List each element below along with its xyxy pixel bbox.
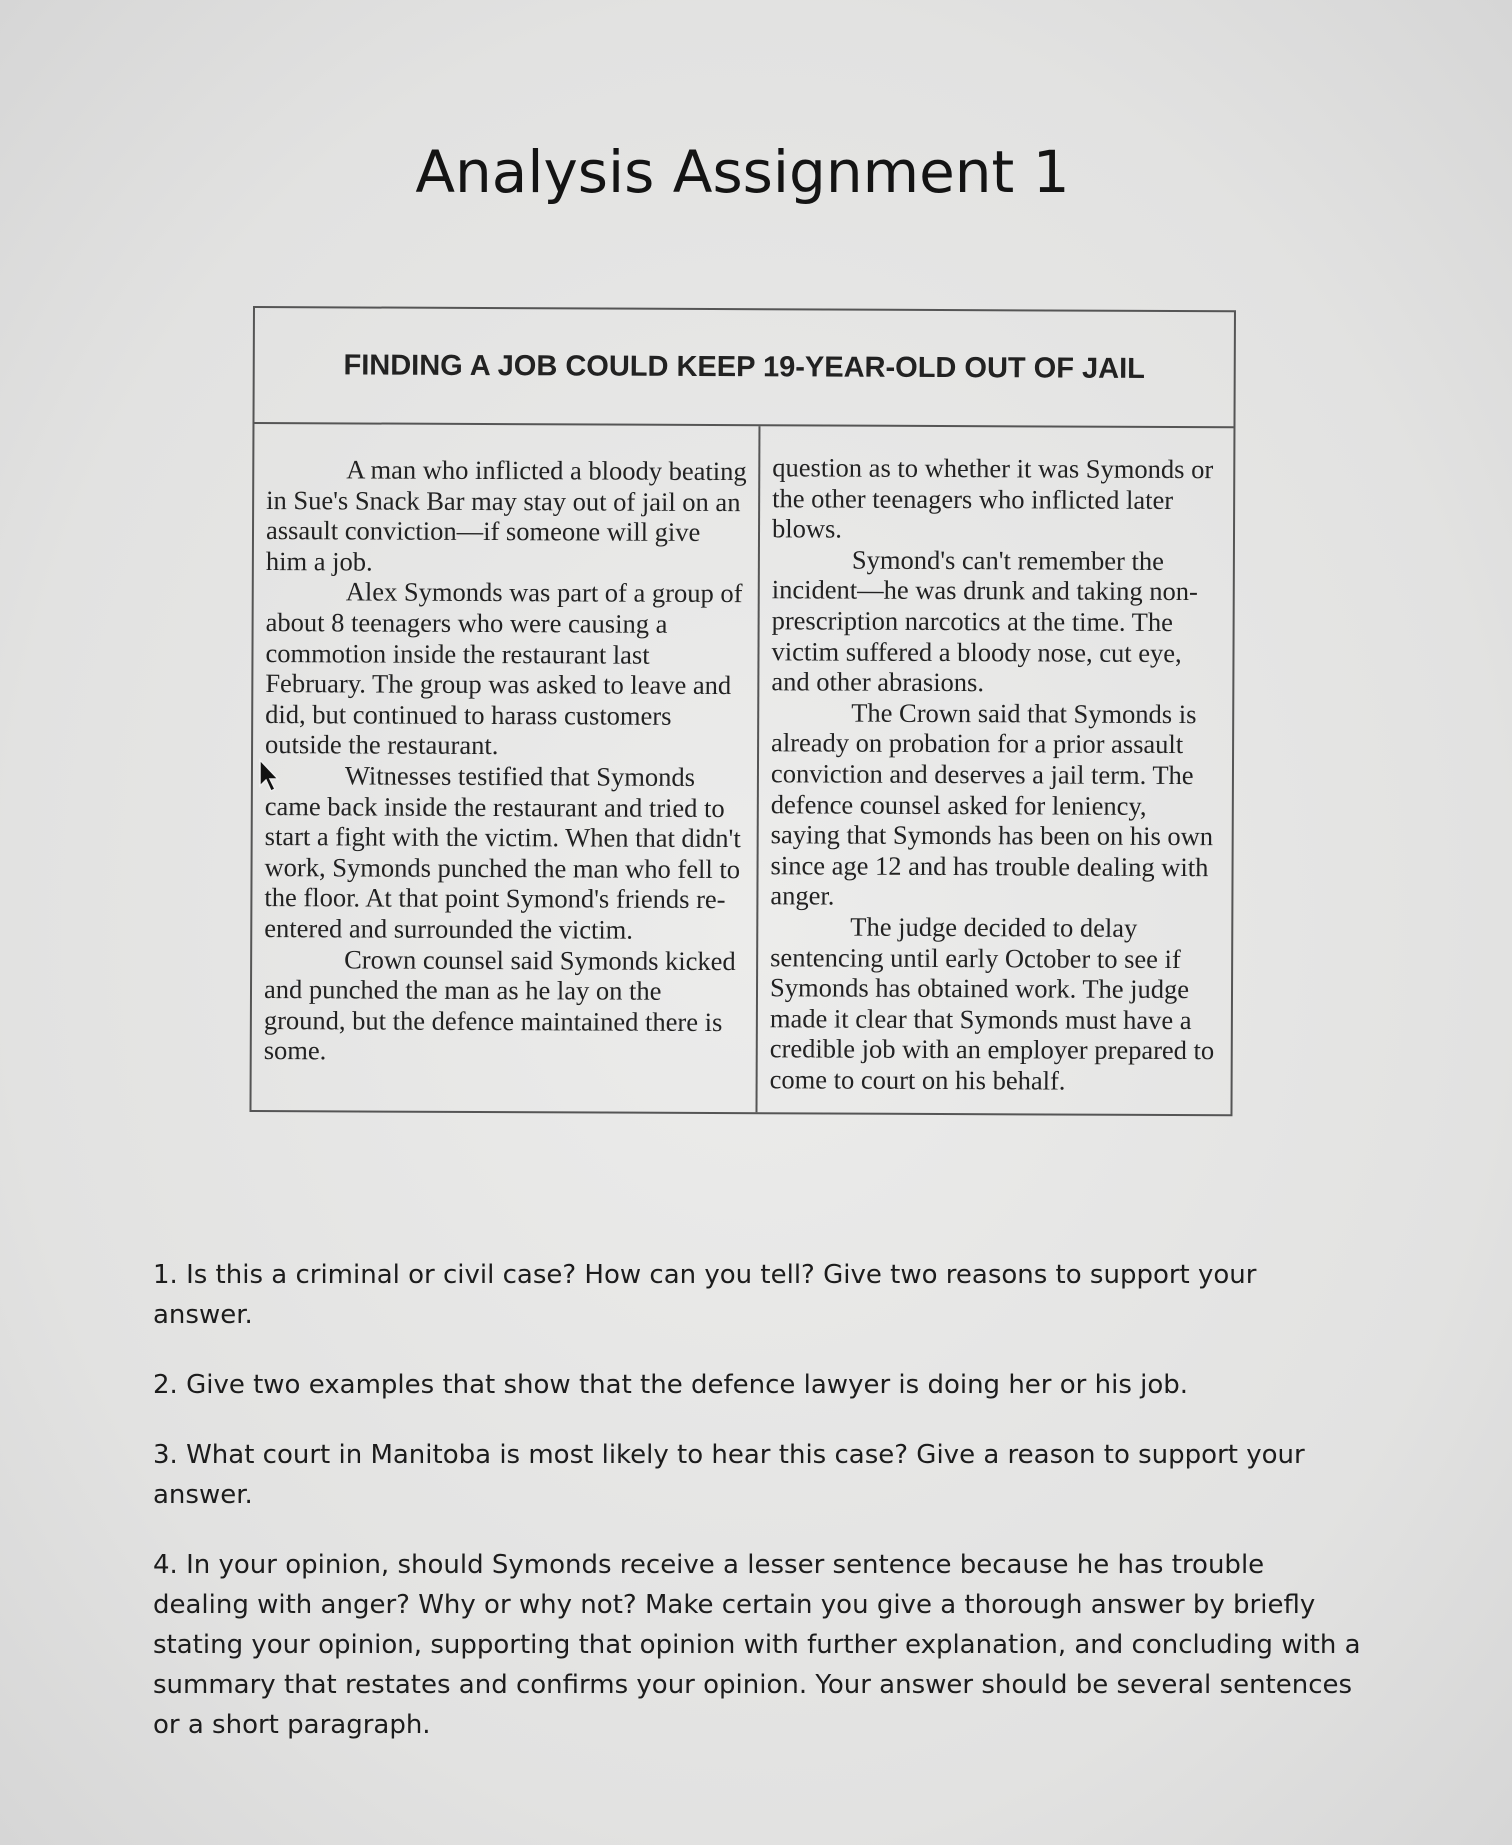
article-paragraph: A man who inflicted a bloody beating in Sue's Snack Bar may stay out of jail on an assault conviction—if someone will give him a job. — [265, 454, 747, 577]
article-paragraph: Witnesses testified that Symonds came back inside the restaurant and tried to start a fight with the victim. When that didn't work, Symonds punched the man who fell to the floor. At that point Symond's friends re-entered and surrounded the victim. — [264, 760, 741, 945]
question-2: 2. Give two examples that show that the defence lawyer is doing her or his job. — [153, 1370, 1189, 1400]
mouse-pointer-icon — [258, 758, 282, 794]
news-article-box — [249, 306, 1236, 1116]
article-paragraph: question as to whether it was Symonds or the other teenagers who inflicted later blows. — [771, 452, 1214, 544]
question-3: 3. What court in Manitoba is most likely to hear this case? Give a reason to support your answer. — [153, 1440, 1305, 1510]
question-1: 1. Is this a criminal or civil case? How can you tell? Give two reasons to support your answer. — [153, 1260, 1257, 1330]
page-title: Analysis Assignment 1 — [415, 138, 1070, 206]
article-paragraph: The Crown said that Symonds is already on probation for a prior assault conviction and deserves a jail term. The defence counsel asked for leniency, saying that Symonds has been on his own since age 12 and has trouble dealing with anger. — [770, 697, 1214, 911]
article-paragraph: Alex Symonds was part of a group of about 8 teenagers who were causing a commotion inside the restaurant last February. The group was asked to leave and did, but continued to harass customers outside the restaurant. — [265, 576, 743, 761]
article-left-column — [251, 424, 760, 1112]
article-paragraph: Crown counsel said Symonds kicked and punched the man as he lay on the ground, but the defence maintained there is some. — [263, 943, 736, 1066]
question-4: 4. In your opinion, should Symonds receive a lesser sentence because he has trouble dealing with anger? Why or why not? Make certain you give a thorough answer by briefly stating your opinion, supporting that opinion with further explanation, and concluding with a summary that restates and confirms your opinion. Your answer should be several sentences or a short paragraph. — [153, 1550, 1361, 1740]
article-right-column — [757, 426, 1233, 1114]
question-list — [153, 1255, 1363, 1775]
article-headline: FINDING A JOB COULD KEEP 19-YEAR-OLD OUT OF JAIL — [254, 308, 1233, 428]
article-paragraph: Symond's can't remember the incident—he was drunk and taking non-prescription narcotics at the time. The victim suffered a bloody nose, cut eye, and other abrasions. — [771, 544, 1198, 698]
article-paragraph: The judge decided to delay sentencing until early October to see if Symonds has obtained work. The judge made it clear that Symonds must have a credible job with an employer prepared to come to court on his behalf. — [769, 911, 1215, 1096]
